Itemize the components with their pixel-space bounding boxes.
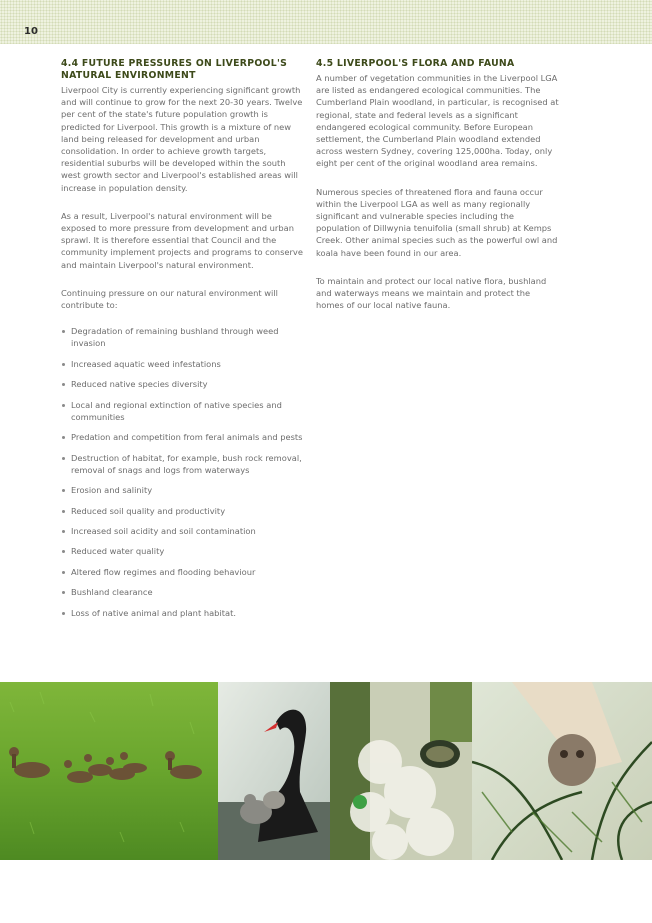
- list-item: Increased aquatic weed infestations: [61, 358, 304, 370]
- list-item: Increased soil acidity and soil contamination: [61, 525, 304, 537]
- ducks-photo: [0, 682, 218, 860]
- paragraph: A number of vegetation communities in the Liverpool LGA are listed as endangered ecological communities. The Cumberland Plain woodland, in particular, is recognised at regional, state and federal levels as a significant endangered ecological community. Before European settlement, the Cumberland Plain woodland extended across western Sydney, covering 125,000ha. Today, only eight per cent of the original woodland area remains.: [316, 73, 559, 169]
- page-number: 10: [24, 26, 38, 37]
- section-heading: [61, 58, 304, 82]
- pressures-list: [61, 325, 304, 619]
- heading-line-2: NATURAL ENVIRONMENT: [61, 70, 196, 81]
- list-item: Reduced water quality: [61, 545, 304, 557]
- list-item: Reduced native species diversity: [61, 378, 304, 390]
- list-item: Erosion and salinity: [61, 484, 304, 496]
- paragraph: To maintain and protect our local native flora, bushland and waterways means we maintain and protect the homes of our local native fauna.: [316, 275, 547, 311]
- owl-photo: [472, 682, 652, 860]
- paragraph: As a result, Liverpool's natural environment will be exposed to more pressure from development and urban sprawl. It is therefore essential that Council and the community implement projects and programs to conserve and maintain Liverpool's natural environment.: [61, 210, 303, 270]
- list-item: Reduced soil quality and productivity: [61, 505, 304, 517]
- list-item: Destruction of habitat, for example, bush rock removal, removal of snags and logs from waterways: [61, 452, 304, 476]
- list-item: Degradation of remaining bushland through weed invasion: [61, 325, 304, 349]
- section-heading: 4.5 LIVERPOOL'S FLORA AND FAUNA: [316, 58, 515, 69]
- list-item: Local and regional extinction of native species and communities: [61, 399, 304, 423]
- list-item: Predation and competition from feral animals and pests: [61, 431, 304, 443]
- paragraph: Continuing pressure on our natural environment will contribute to:: [61, 287, 278, 311]
- black-swan-photo: [218, 682, 330, 860]
- paragraph: Liverpool City is currently experiencing significant growth and will continue to grow for the next 20-30 years. Twelve per cent of the state's future population growth is predicted for Liverpool. This growth is a mixture of new land being released for development and urban consolidation. In order to achieve growth targets, residential suburbs will be developed within the south west growth sector and Liverpool's established areas will increase in population density.: [61, 85, 303, 193]
- owl-icon: [548, 734, 596, 786]
- flora-fauna-section: [316, 58, 559, 327]
- header-band: [0, 0, 652, 44]
- list-item: Bushland clearance: [61, 586, 304, 598]
- photo-strip: [0, 682, 652, 860]
- paragraph: Numerous species of threatened flora and fauna occur within the Liverpool LGA as well as many regionally significant and vulnerable species including the population of Dillwynia tenuifolia (small shrub) at Kemps Creek. Other animal species such as the powerful owl and koala have been found in our area.: [316, 186, 558, 258]
- heading-line-1: 4.4 FUTURE PRESSURES ON LIVERPOOL'S: [61, 58, 288, 69]
- future-pressures-section: [61, 58, 304, 627]
- list-item: Loss of native animal and plant habitat.: [61, 607, 304, 619]
- list-item: Altered flow regimes and flooding behaviour: [61, 566, 304, 578]
- beetle-flower-photo: [330, 682, 472, 860]
